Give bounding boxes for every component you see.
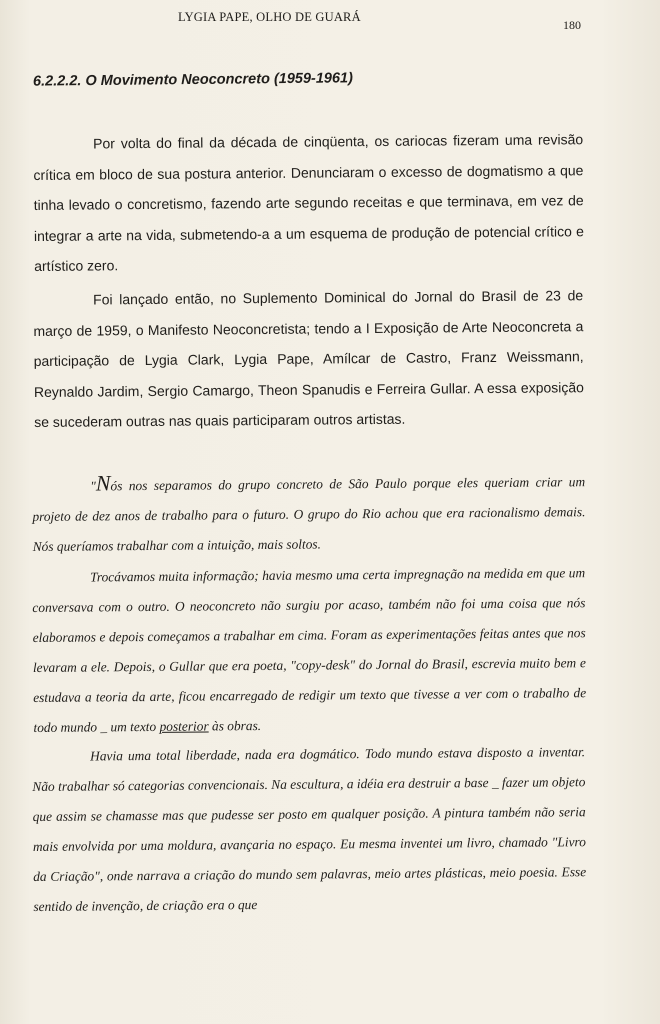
body-paragraph: Foi lançado então, no Suplemento Dominical do Jornal do Brasil de 23 de março de 1959, o Manifesto Neoconcretista; tendo a I Exposição de Arte Neoconcreta a participação de Lygia Clark, Lygia Pape, Amílcar de Castro, Franz Weissmann, Reynaldo Jardim, Sergio Camargo, Theon Spanudis e Ferreira Gullar. A essa exposição se sucederam outras nas quais participaram outros artistas. — [33, 287, 584, 430]
quote-text: Trocávamos muita informação; havia mesmo uma certa impregnação na medida em que um conversava com o outro. O neoconcreto não surgiu por acaso, também não foi uma coisa que nós elaboramos e depois começamos a trabalhar em cima. Foram as experimentações feitas antes que nos levaram a ele. Depois, o Gullar que era poeta, "copy-desk" do Jornal do Brasil, escrevia muito bem e estudava a teoria da arte, ficou encarregado de redigir um texto que tivesse a ver com o trabalho de todo mundo _ um texto — [32, 565, 587, 735]
underlined-word: posterior — [159, 718, 209, 734]
quote-text: às obras. — [208, 718, 262, 734]
running-header: LYGIA PAPE, OLHO DE GUARÁ — [178, 10, 361, 24]
body-paragraph: Por volta do final da década de cinqüenta, os cariocas fizeram uma revisão crítica em bloco de sua postura anterior. Denunciaram o excesso de dogmatismo a que tinha levado o concretismo, fazendo arte segundo receitas e que terminava, em vez de integrar a arte na vida, submetendo-a a um esquema de produção de potencial crítico e artístico zero. — [33, 131, 584, 274]
quote-paragraph — [32, 558, 587, 743]
quote-open-mark: " — [90, 478, 96, 494]
quote-paragraph — [32, 464, 586, 562]
section-heading: 6.2.2.2. O Movimento Neoconcreto (1959-1961) — [32, 70, 353, 90]
quote-paragraph: Havia uma total liberdade, nada era dogmático. Todo mundo estava disposto a inventar. Não trabalhar só categorias convencionais. Na escultura, a idéia era destruir a base _ fazer um objeto que assim se chamasse mas que pudesse ser posto em qualquer posição. A pintura também não seria mais envolvida por uma moldura, avançaria no espaço. Eu mesma inventei um livro, chamado "Livro da Criação", onde narrava a criação do mundo sem palavras, meio artes plásticas, meio poesia. Esse sentido de invenção, de criação era o que — [32, 744, 587, 914]
page-number: 180 — [563, 18, 581, 32]
quote-text: ós nos separamos do grupo concreto de São Paulo porque eles queriam criar um projeto de dez anos de trabalho para o futuro. O grupo do Rio achou que era racionalismo demais. Nós queríamos trabalhar com a intuição, mais soltos. — [32, 474, 586, 554]
quote-drop-cap: N — [95, 470, 111, 496]
